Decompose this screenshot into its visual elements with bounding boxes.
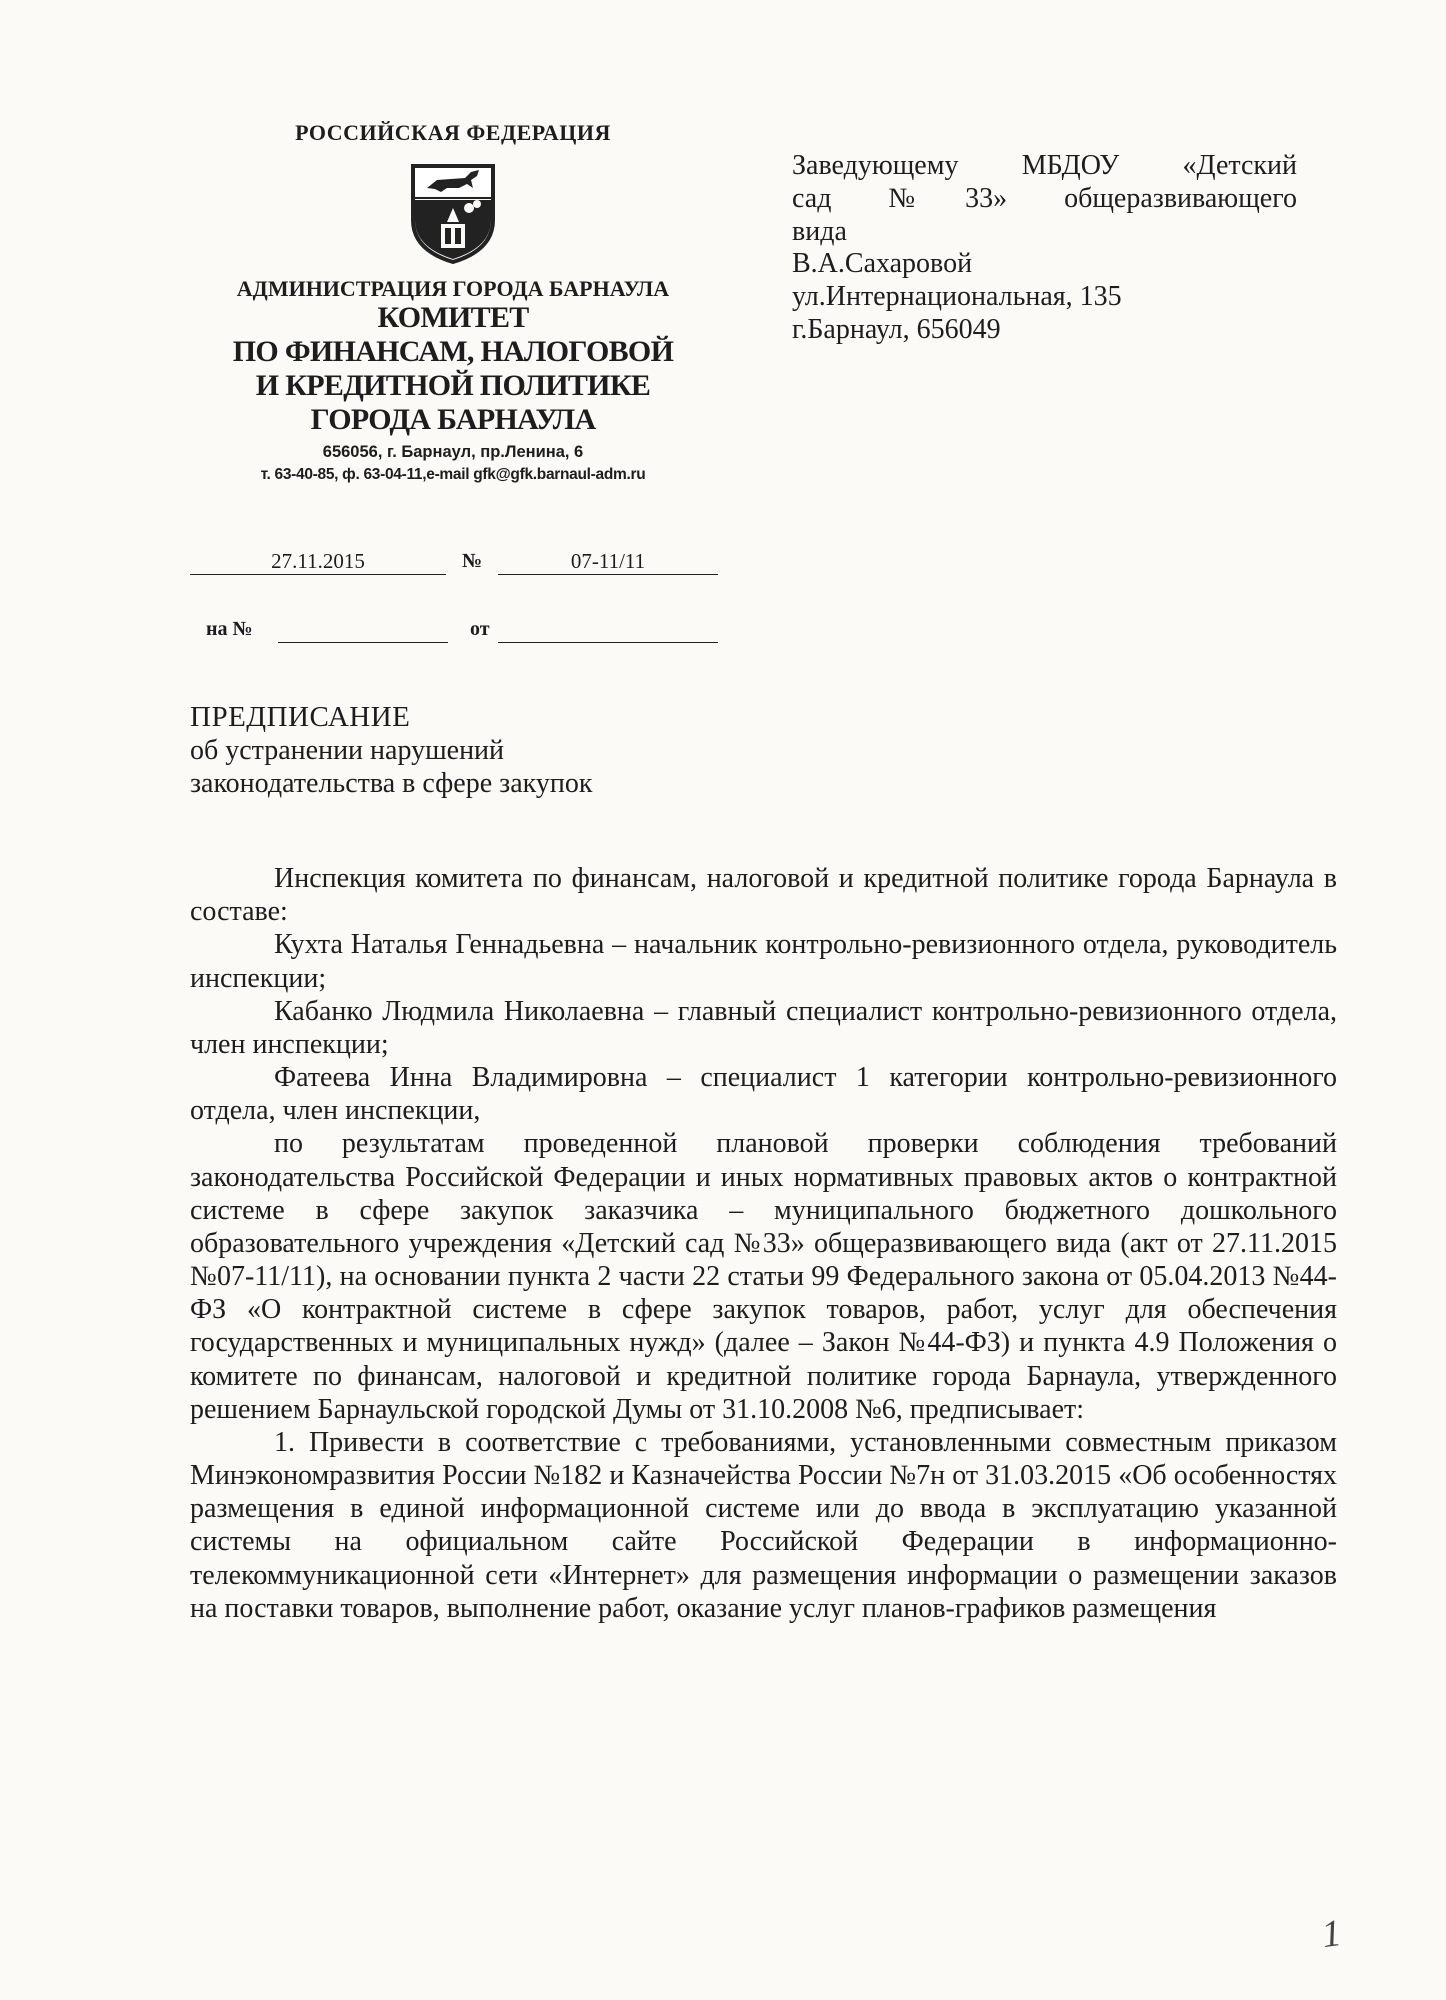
committee-line: ПО ФИНАНСАМ, НАЛОГОВОЙ [232,335,674,369]
body-paragraph: Инспекция комитета по финансам, налоговой и кредитной политике города Барнаула в составе: [190,863,1337,928]
addressee-line: Заведующему МБДОУ «Детский [792,150,1297,181]
document-body [190,862,1337,1625]
body-paragraph: Кабанко Людмила Николаевна – главный специалист контрольно-ревизионного отдела, член инспекции; [190,995,1337,1060]
title-line: об устранении нарушений [190,735,505,767]
from-date [498,616,718,643]
number-sign: № [462,550,483,572]
committee-line: КОМИТЕТ [377,301,529,335]
addressee-line: вида [792,215,847,247]
document-number: 07-11/11 [498,548,718,575]
committee-contacts: т. 63-40-85, ф. 63-04-11,e-mail gfk@gfk.barnaul-adm.ru [260,465,646,483]
addressee-line: В.А.Сахаровой [792,248,973,280]
country-name: РОССИЙСКАЯ ФЕДЕРАЦИЯ [295,120,611,145]
committee-line: И КРЕДИТНОЙ ПОЛИТИКЕ [255,369,651,403]
title-line: законодательства в сфере закупок [190,768,593,800]
body-paragraph: по результатам проведенной плановой проверки соблюдения требований законодательства Российской Федерации и иных нормативных правовых актов о контрактной системе в сфере закупок заказчика – муниципального бюджетного дошкольного образовательного учреждения «Детский сад №33» общеразвивающего вида (акт от 27.11.2015 №07-11/11), на основании пункта 2 части 22 статьи 99 Федерального закона от 05.04.2013 №44-ФЗ «О контрактной системе в сфере закупок товаров, работ, услуг для обеспечения государственных и муниципальных нужд» (далее – Закон №44-ФЗ) и пункта 4.9 Положения о комитете по финансам, налоговой и кредитной политике города Барнаула, утвержденного решением Барнаульской городской Думы от 31.10.2008 №6, предписывает: [190,1128,1337,1425]
letterhead [188,120,718,486]
addressee-line: г.Барнаул, 656049 [792,313,1001,345]
addressee-line: ул.Интернациональная, 135 [792,281,1122,312]
body-paragraph: Кухта Наталья Геннадьевна – начальник контрольно-ревизионного отдела, руководитель инспекции; [190,929,1337,994]
document-title [190,700,592,800]
body-paragraph: 1. Привести в соответствие с требованиями, установленными совместным приказом Минэкономразвития России №182 и Казначейства России №7н от 31.03.2015 «Об особенностях размещения в единой информационной системе или до ввода в эксплуатацию указанной системы на официальном сайте Российской Федерации в информационно-телекоммуникационной сети «Интернет» для размещения информации о размещении заказов на поставки товаров, выполнение работ, оказание услуг планов-графиков размещения [190,1426,1337,1624]
document-date: 27.11.2015 [190,548,446,575]
body-paragraph: Фатеева Инна Владимировна – специалист 1 категории контрольно-ревизионного отдела, член инспекции, [190,1062,1337,1127]
administration-name: АДМИНИСТРАЦИЯ ГОРОДА БАРНАУЛА [236,276,670,301]
from-label: от [470,618,490,640]
page-number: 1 [1319,1911,1344,1957]
reference-label: на № [206,618,253,640]
addressee-line: сад №33» общеразвивающего [792,182,1297,214]
committee-address: 656056, г. Барнаул, пр.Ленина, 6 [322,442,584,461]
title-line: ПРЕДПИСАНИЕ [190,701,411,733]
reference-number [278,616,448,643]
committee-name [188,301,718,437]
committee-line: ГОРОДА БАРНАУЛА [310,402,596,436]
addressee [792,150,1297,347]
barnaul-coat-of-arms-icon [407,162,499,266]
